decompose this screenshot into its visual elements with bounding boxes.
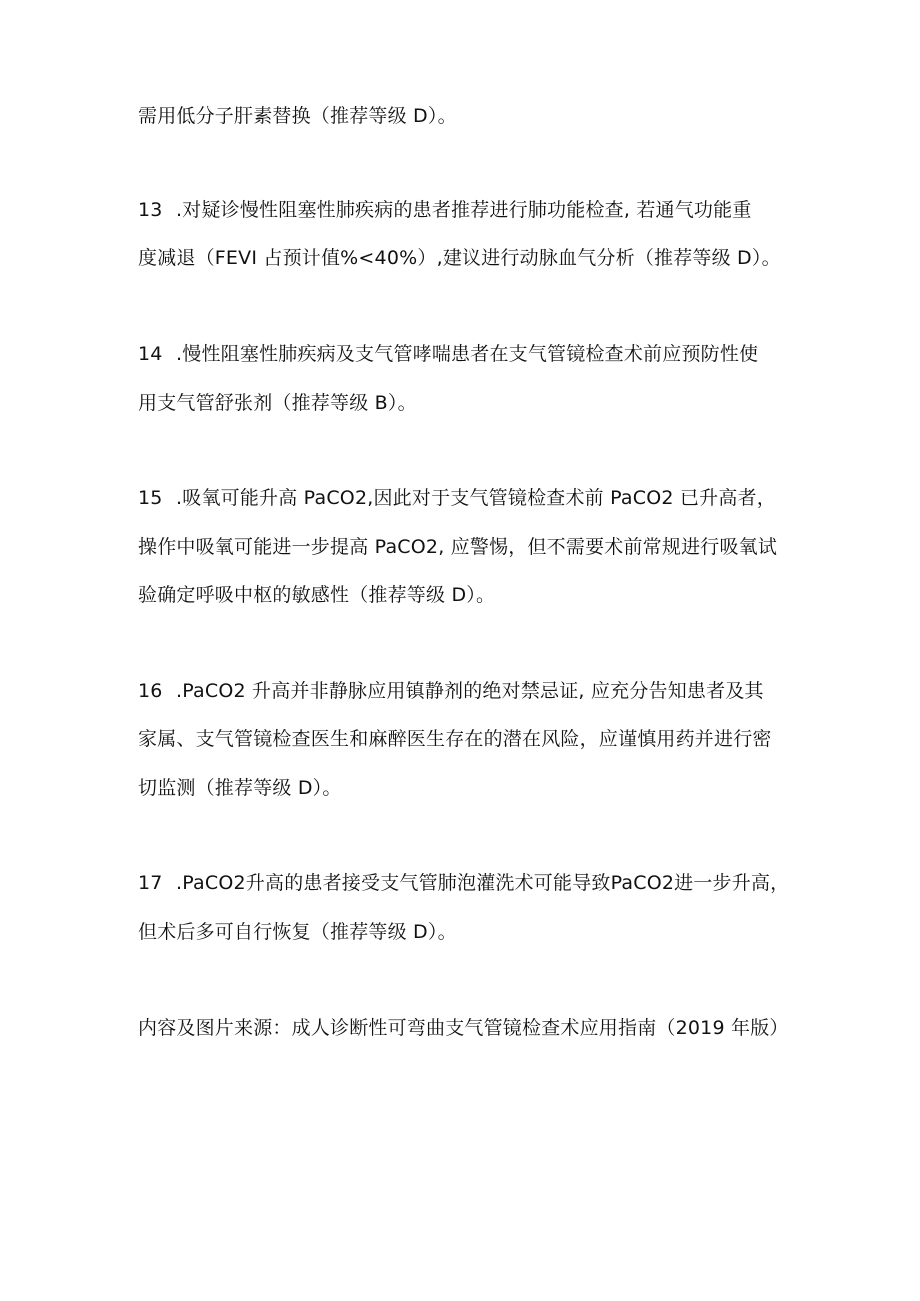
item-17-line-1 <box>138 871 818 895</box>
item-15-text-1: .吸氧可能升高 PaCO2,因此对于支气管镜检查术前 PaCO2 已升高者， <box>176 487 776 509</box>
item-16-text-1: .PaCO2 升高并非静脉应用镇静剂的绝对禁忌证, 应充分告知患者及其 <box>176 680 764 702</box>
source-attribution: 内容及图片来源：成人诊断性可弯曲支气管镜检查术应用指南（2019 年版） <box>138 1017 789 1039</box>
item-14-text-1: .慢性阻塞性肺疾病及支气管哮喘患者在支气管镜检查术前应预防性使 <box>176 343 759 365</box>
item-15-line-2: 操作中吸氧可能进一步提高 PaCO2, 应警惕，但不需要术前常规进行吸氧试 <box>138 536 778 558</box>
item-13-text-1: .对疑诊慢性阻塞性肺疾病的患者推荐进行肺功能检查, 若通气功能重 <box>176 199 752 221</box>
item-13-line-2: 度减退（FEVI 占预计值%<40%）,建议进行动脉血气分析（推荐等级 D）。 <box>138 247 781 269</box>
item-14-number: 14 <box>138 343 163 365</box>
intro-tail-line: 需用低分子肝素替换（推荐等级 D）。 <box>138 105 457 127</box>
item-17-number: 17 <box>138 872 163 894</box>
item-15-line-1 <box>138 486 818 510</box>
item-16-number: 16 <box>138 680 163 702</box>
item-16-line-3: 切监测（推荐等级 D）。 <box>138 777 342 799</box>
item-17-line-2: 但术后多可自行恢复（推荐等级 D）。 <box>138 921 457 943</box>
item-15-line-3: 验确定呼吸中枢的敏感性（推荐等级 D）。 <box>138 584 496 606</box>
item-13-line-1 <box>138 198 818 222</box>
item-16-line-2: 家属、支气管镜检查医生和麻醉医生存在的潜在风险，应谨慎用药并进行密 <box>138 728 772 750</box>
item-14-line-1 <box>138 342 818 366</box>
item-13-number: 13 <box>138 199 163 221</box>
item-14-line-2: 用支气管舒张剂（推荐等级 B）。 <box>138 392 417 414</box>
item-17-text-1: .PaCO2升高的患者接受支气管肺泡灌洗术可能导致PaCO2进一步升高， <box>176 872 790 894</box>
item-15-number: 15 <box>138 487 163 509</box>
item-16-line-1 <box>138 679 818 703</box>
